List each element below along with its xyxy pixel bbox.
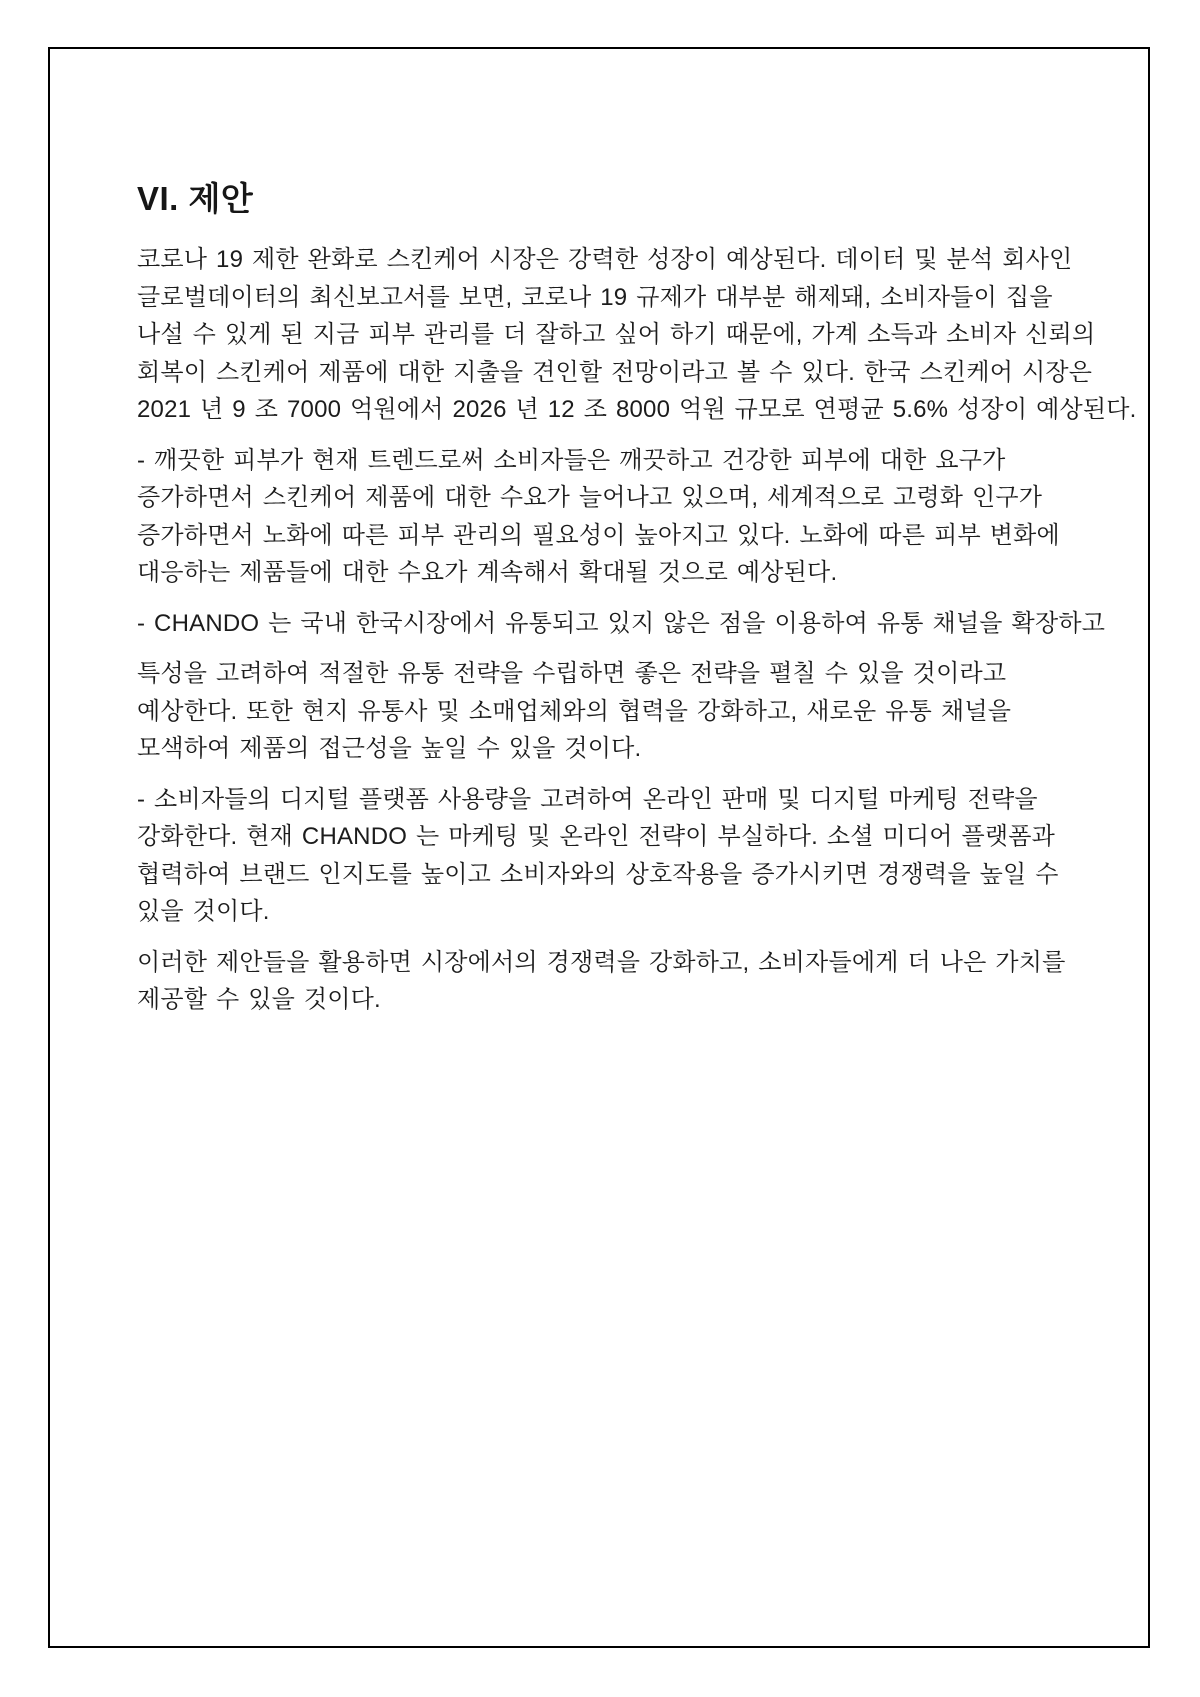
text-line: 이러한 제안들을 활용하면 시장에서의 경쟁력을 강화하고, 소비자들에게 더 나은 가치를 [137,948,1066,976]
text-line: 2021 년 9 조 7000 억원에서 2026 년 12 조 8000 억원 규모로 연평균 5.6% 성장이 예상된다. [137,396,1137,423]
text-line: 글로벌데이터의 최신보고서를 보면, 코로나 19 규제가 대부분 해제돼, 소비자들이 집을 [137,283,1053,311]
paragraph-digital-marketing [137,781,1087,931]
section-title: VI. 제안 [137,180,254,217]
page-content [137,178,1137,1032]
text-line: 예상한다. 또한 현지 유통사 및 소매업체와의 협력을 강화하고, 새로운 유통 채널을 [137,697,1012,725]
text-line: 제공할 수 있을 것이다. [137,986,381,1013]
paragraph-clean-skin-trend [137,442,1087,592]
paragraph-conclusion [137,944,1087,1019]
text-line: 있을 것이다. [137,898,270,925]
text-line: - 깨끗한 피부가 현재 트렌드로써 소비자들은 깨끗하고 건강한 피부에 대한 요구가 [137,446,1006,474]
paragraph-market-growth [137,241,1137,429]
text-line: - 소비자들의 디지털 플랫폼 사용량을 고려하여 온라인 판매 및 디지털 마케팅 전략을 [137,785,1038,813]
text-line: 증가하면서 스킨케어 제품에 대한 수요가 늘어나고 있으며, 세계적으로 고령화 인구가 [137,484,1043,511]
text-line: 강화한다. 현재 CHANDO 는 마케팅 및 온라인 전략이 부실하다. 소셜 미디어 플랫폼과 [137,823,1056,850]
text-line: 증가하면서 노화에 따른 피부 관리의 필요성이 높아지고 있다. 노화에 따른 피부 변화에 [137,521,1060,549]
text-line: 협력하여 브랜드 인지도를 높이고 소비자와의 상호작용을 증가시키면 경쟁력을 높일 수 [137,860,1059,888]
text-line: 회복이 스킨케어 제품에 대한 지출을 견인할 전망이라고 볼 수 있다. 한국 스킨케어 시장은 [137,358,1093,386]
paragraph-chando-distribution [137,605,1106,643]
text-line: - CHANDO 는 국내 한국시장에서 유통되고 있지 않은 점을 이용하여 유통 채널을 확장하고 [137,609,1106,637]
text-line: 특성을 고려하여 적절한 유통 전략을 수립하면 좋은 전략을 펼칠 수 있을 것이라고 [137,660,1007,687]
text-line: 대응하는 제품들에 대한 수요가 계속해서 확대될 것으로 예상된다. [137,559,838,586]
text-line: 모색하여 제품의 접근성을 높일 수 있을 것이다. [137,735,642,762]
paragraph-distribution-strategy [137,655,1087,768]
text-line: 나설 수 있게 된 지금 피부 관리를 더 잘하고 싶어 하기 때문에, 가계 소득과 소비자 신뢰의 [137,321,1096,348]
text-line: 코로나 19 제한 완화로 스킨케어 시장은 강력한 성장이 예상된다. 데이터 및 분석 회사인 [137,246,1073,273]
